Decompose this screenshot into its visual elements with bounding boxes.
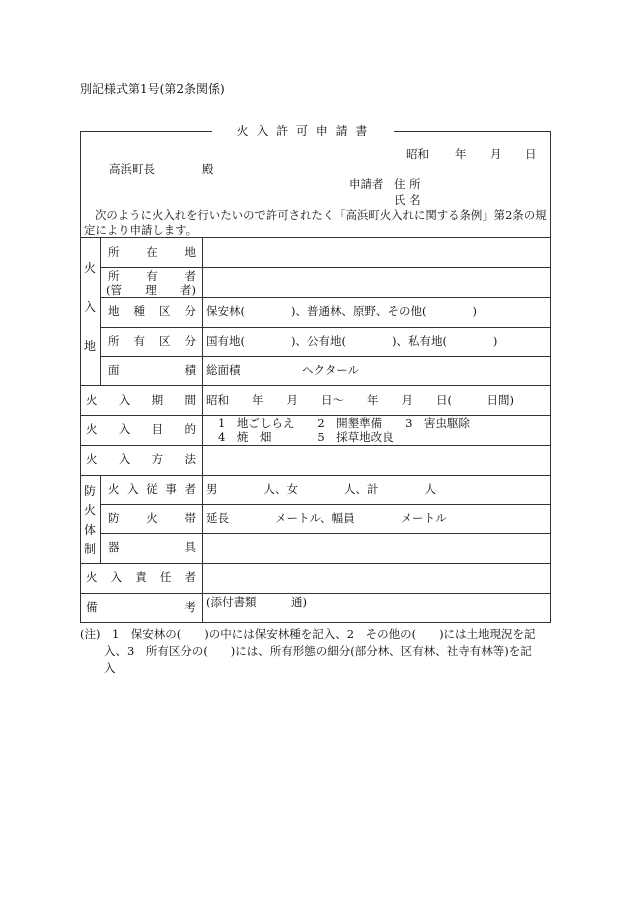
- label-ownership: 所 有 区 分: [108, 334, 196, 348]
- firebreak-value[interactable]: 延長 メートル、幅員 メートル: [206, 511, 447, 525]
- date-month: 月: [490, 147, 502, 161]
- group-label-fire-prevention-char: 火: [84, 503, 97, 518]
- area-value-label: 総面積: [206, 363, 241, 377]
- area-unit: ヘクタール: [302, 363, 360, 377]
- period-value[interactable]: 昭和 年 月 日～ 年 月 日( 日間): [206, 393, 514, 407]
- honorific: 殿: [202, 162, 214, 176]
- name-label: 氏 名: [394, 193, 421, 207]
- label-period: 火 入 期 間: [86, 393, 196, 407]
- workers-value[interactable]: 男 人、女 人、計 人: [206, 482, 436, 496]
- date-year: 年: [455, 147, 467, 161]
- label-purpose: 火 入 目 的: [86, 422, 196, 436]
- ownership-value[interactable]: 国有地( )、公有地( )、私有地( ): [206, 334, 498, 348]
- applicant-label: 申請者: [349, 177, 384, 191]
- form-number: 別記様式第1号(第2条関係): [80, 82, 225, 96]
- label-location: 所 在 地: [108, 245, 196, 259]
- label-land-type: 地 種 区 分: [108, 304, 196, 318]
- land-type-value[interactable]: 保安林( )、普通林、原野、その他( ): [206, 304, 477, 318]
- note-line-3: 入: [104, 661, 116, 675]
- group-label-fire-prevention: [84, 485, 96, 555]
- date-day: 日: [525, 147, 537, 161]
- group-label-fire-land-char: 地: [84, 339, 97, 353]
- label-remarks: 備 考: [86, 600, 196, 614]
- purpose-line-1[interactable]: 1 地ごしらえ 2 開墾準備 3 害虫駆除: [218, 416, 470, 430]
- group-label-fire-prevention-char: 制: [84, 541, 97, 556]
- date-era: 昭和: [406, 147, 429, 161]
- remarks-value[interactable]: (添付書類 通): [206, 595, 307, 609]
- label-owner: 所 有 者: [108, 269, 196, 283]
- intro-line-2: 定により申請します。: [84, 223, 197, 237]
- note-line-2: 入、3 所有区分の( )には、所有形態の細分(部分林、区有林、社寺有林等)を記: [104, 644, 532, 658]
- label-method: 火 入 方 法: [86, 452, 196, 466]
- intro-line-1: 次のように火入れを行いたいので許可されたく「高浜町火入れに関する条例」第2条の規: [95, 208, 547, 222]
- purpose-line-2[interactable]: 4 焼 畑 5 採草地改良: [218, 430, 394, 444]
- label-area: 面 積: [108, 363, 196, 377]
- address-label: 住 所: [394, 177, 421, 191]
- label-equipment: 器 具: [108, 540, 196, 554]
- group-label-fire-prevention-char: 防: [84, 484, 97, 498]
- note-line-1: (注) 1 保安林の( )の中には保安林種を記入、2 その他の( )には土地現況を記: [80, 627, 536, 641]
- group-label-fire-land-char: 火: [84, 261, 97, 275]
- group-label-fire-prevention-char: 体: [84, 522, 97, 537]
- group-label-fire-land: [84, 262, 96, 352]
- addressee: 高浜町長: [109, 162, 155, 176]
- group-label-fire-land-char: 入: [84, 300, 97, 314]
- label-workers: 火 入 従 事 者: [108, 482, 196, 496]
- label-responsible: 火 入 責 任 者: [86, 570, 196, 584]
- form-title: 火 入 許 可 申 請 書: [236, 124, 370, 138]
- label-firebreak: 防 火 帯: [108, 511, 196, 525]
- label-manager: (管 理 者): [106, 283, 196, 297]
